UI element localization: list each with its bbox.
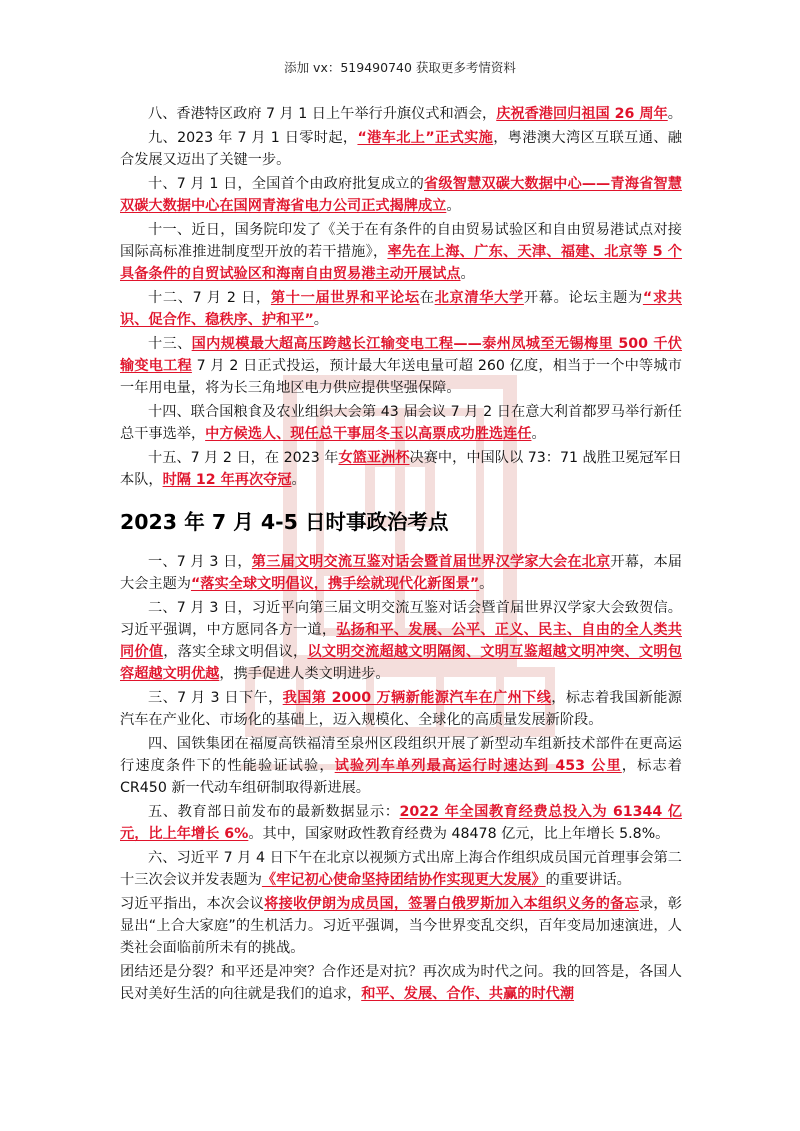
document-body <box>120 103 682 1007</box>
highlighted-text: 女篮亚洲杯 <box>338 450 410 466</box>
text-segment: 十五、7 月 2 日，在 2023 年 <box>148 450 339 466</box>
paragraph <box>120 219 682 285</box>
text-segment: 。 <box>667 106 682 122</box>
highlighted-text: 第十一届世界和平论坛 <box>270 290 420 306</box>
text-segment: 三、7 月 3 日下午， <box>148 690 283 706</box>
highlighted-text: 省级智慧双碳大数据中心——青海省智慧双碳大数据中心在国网青海省电力公司正式揭牌成立 <box>120 176 682 214</box>
highlighted-text: 北京清华大学 <box>434 290 524 306</box>
highlighted-text: 我国第 2000 万辆新能源汽车在广州下线 <box>282 690 552 706</box>
text-segment: 录，彰显出“上合大家庭”的生机活力。习近平强调，当今世界变乱交织，百年变局加速演进，人类社会面临前所未有的挑战。 <box>120 896 682 956</box>
text-segment: 开幕，本届大会主题为 <box>120 554 682 592</box>
paragraph <box>120 847 682 891</box>
text-segment: 。 <box>446 198 461 214</box>
highlighted-text: 试验列车单列最高运行时速达到 453 公里 <box>334 758 622 774</box>
section-2-continuation <box>120 893 682 1005</box>
text-segment: 。 <box>291 472 306 488</box>
text-segment: 十四、联合国粮食及农业组织大会第 43 届会议 7 月 2 日在意大利首都罗马举行新任总干事选举， <box>120 404 682 442</box>
text-segment: 。其中，国家财政性教育经费为 48478 亿元，比上年增长 5.8%。 <box>248 826 670 842</box>
paragraph <box>120 961 682 1005</box>
text-segment: 的重要讲话。 <box>545 872 631 888</box>
text-segment: 。 <box>531 426 546 442</box>
text-segment: 。 <box>313 312 328 328</box>
section-1-list <box>120 103 682 491</box>
text-segment: 开幕。论坛主题为 <box>523 290 643 306</box>
text-segment: 。 <box>460 266 475 282</box>
text-segment: 十三、 <box>148 336 192 352</box>
highlighted-text: 弘扬和平、发展、公平、正义、民主、自由的全人类共同价值 <box>120 622 682 660</box>
paragraph <box>120 287 682 331</box>
paragraph <box>120 733 682 799</box>
highlighted-text: 2022 年全国教育经费总投入为 61344 亿元，比上年增长 6% <box>120 804 682 842</box>
highlighted-text: 率先在上海、广东、天津、福建、北京等 5 个具备条件的自贸试验区和海南自由贸易港主动开展试点 <box>120 244 682 282</box>
paragraph <box>120 103 682 125</box>
highlighted-text: 国内规模最大超高压跨越长江输变电工程——泰州凤城至无锡梅里 500 千伏输变电工程 <box>120 336 682 374</box>
text-segment: 习近平指出，本次会议 <box>120 896 265 912</box>
text-segment: ，粤港澳大湾区互联互通、融合发展又迈出了关键一步。 <box>120 130 682 168</box>
paragraph <box>120 447 682 491</box>
text-segment: 团结还是分裂？和平还是冲突？合作还是对抗？再次成为时代之问。我的回答是，各国人民对美好生活的向往就是我们的追求， <box>120 964 682 1002</box>
text-segment: 在 <box>419 290 435 306</box>
paragraph <box>120 687 682 731</box>
text-segment: ，标志着 CR450 新一代动车组研制取得新进展。 <box>120 758 682 796</box>
text-segment: ，标志着我国新能源汽车在产业化、市场化的基础上，迈入规模化、全球化的高质量发展新阶段。 <box>120 690 682 728</box>
highlighted-text: 《牢记初心使命坚持团结协作实现更大发展》 <box>261 872 546 888</box>
section-2-title: 2023 年 7 月 4-5 日时事政治考点 <box>120 510 449 534</box>
highlighted-text: 中方候选人、现任总干事屈冬玉以高票成功胜选连任 <box>205 426 532 442</box>
paragraph <box>120 597 682 685</box>
text-segment: 决赛中，中国队以 73：71 战胜卫冕冠军日本队， <box>120 450 682 488</box>
section-2-list <box>120 551 682 891</box>
text-segment: 六、习近平 7 月 4 日下午在北京以视频方式出席上海合作组织成员国元首理事会第二十三次会议并发表题为 <box>120 850 682 888</box>
text-segment: 。 <box>479 576 494 592</box>
paragraph <box>120 801 682 845</box>
text-segment: 八、香港特区政府 7 月 1 日上午举行升旗仪式和酒会， <box>148 106 497 122</box>
text-segment: 九、2023 年 7 月 1 日零时起， <box>148 130 358 146</box>
text-segment: 十、7 月 1 日，全国首个由政府批复成立的 <box>148 176 425 192</box>
highlighted-text: 将接收伊朗为成员国，签署白俄罗斯加入本组织义务的备忘 <box>264 896 639 912</box>
paragraph <box>120 401 682 445</box>
highlighted-text: 以文明交流超越文明隔阂、文明互鉴超越文明冲突、文明包容超越文明优越 <box>120 644 682 682</box>
paragraph <box>120 893 682 959</box>
highlighted-text: “港车北上”正式实施 <box>357 130 494 146</box>
paragraph <box>120 127 682 171</box>
highlighted-text: 时隔 12 年再次夺冠 <box>162 472 292 488</box>
text-segment: 十二、7 月 2 日， <box>148 290 271 306</box>
paragraph <box>120 551 682 595</box>
text-segment: ，落实全球文明倡议， <box>163 644 308 660</box>
text-segment: 7 月 2 日正式投运，预计最大年送电量可超 260 亿度，相当于一个中等城市一年用电量，将为长三角地区电力供应提供坚强保障。 <box>120 358 682 396</box>
highlighted-text: “落实全球文明倡议，携手绘就现代化新图景” <box>190 576 480 592</box>
highlighted-text: 第三届文明交流互鉴对话会暨首届世界汉学家大会在北京 <box>251 554 611 570</box>
text-segment: ，携手促进人类文明进步。 <box>219 666 390 682</box>
text-segment: 十一、近日，国务院印发了《关于在有条件的自由贸易试验区和自由贸易港试点对接国际高标准推进制度型开放的若干措施》， <box>120 222 682 260</box>
paragraph <box>120 333 682 399</box>
paragraph <box>120 173 682 217</box>
text-segment: 五、教育部日前发布的最新数据显示： <box>148 804 400 820</box>
highlighted-text: 庆祝香港回归祖国 26 周年 <box>496 106 668 122</box>
text-segment: 一、7 月 3 日， <box>148 554 252 570</box>
page-header: 添加 vx：519490740 获取更多考情资料 <box>284 60 516 75</box>
highlighted-text: 和平、发展、合作、共赢的时代潮 <box>361 986 575 1002</box>
highlighted-text: “求共识、促合作、稳秩序、护和平” <box>120 290 682 328</box>
text-segment: 二、7 月 3 日，习近平向第三届文明交流互鉴对话会暨首届世界汉学家大会致贺信。习近平强调，中方愿同各方一道， <box>120 600 682 638</box>
text-segment: 四、国铁集团在福厦高铁福清至泉州区段组织开展了新型动车组新技术部件在更高运行速度条件下的性能验证试验， <box>120 736 682 774</box>
